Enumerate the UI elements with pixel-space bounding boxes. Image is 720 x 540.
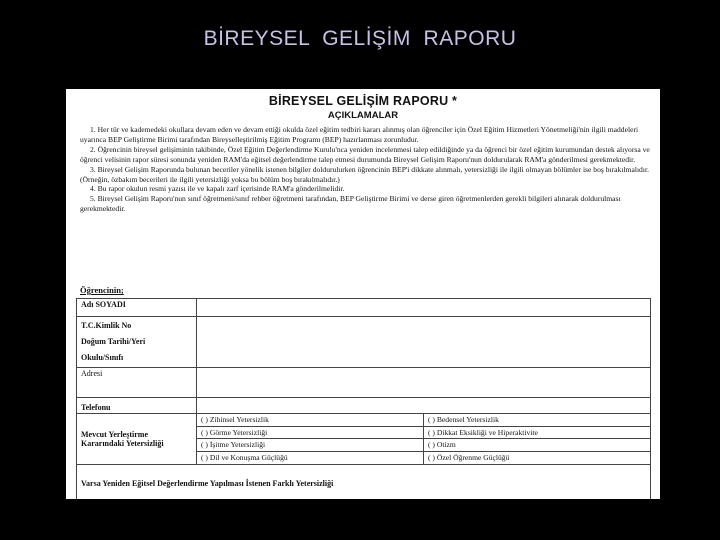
option-speech[interactable]: ( ) Dil ve Konuşma Güçlüğü — [201, 453, 288, 463]
option-learning[interactable]: ( ) Özel Öğrenme Güçlüğü — [428, 453, 510, 463]
id-number-label: T.C.Kimlik No — [81, 321, 132, 330]
table-row — [77, 317, 651, 368]
table-row — [77, 398, 651, 414]
name-label: Adı SOYADI — [77, 299, 197, 317]
table-row — [77, 414, 651, 465]
note-item: 2. Öğrencinin bireysel gelişiminin takibinde, Özel Eğitim Değerlendirme Kurulu'nca yeniden incelenmesi talep edildiğinde ya da öğrenci bir özel eğitim kurumundan destek alıyorsa ve öğrenci velisinin rapor süresi sonunda yeniden RAM'da eğitsel değerlendirme talep etmesi durumunda Bireysel Gelişim Raporu'nun doldurularak RAM'a gönderilmesi gerekmektedir. — [80, 144, 650, 164]
note-item: 1. Her tür ve kademedeki okullara devam eden ve devam ettiği okulda özel eğitim tedbiri kararı alınmış olan öğrenciler için Özel Eğitim Hizmetleri Yönetmeliği'nin ilgili maddeleri uyarınca BEP Geliştirme Birimi tarafından Bireyselleştirilmiş Eğitim Programı (BEP) hazırlanması zorunludur. — [80, 125, 639, 144]
explanation-notes — [80, 125, 654, 214]
student-info-table — [76, 298, 651, 499]
report-document — [66, 89, 660, 499]
other-disability-label[interactable]: Varsa Yeniden Eğitsel Değerlendirme Yapılması İstenen Farklı Yetersizliği — [77, 464, 651, 499]
options-right-column — [424, 414, 651, 465]
option-hearing[interactable]: ( ) İşitme Yetersizliği — [197, 439, 423, 452]
document-subtitle: AÇIKLAMALAR — [327, 110, 399, 121]
phone-label: Telefonu — [77, 398, 197, 414]
note-item: 5. Bireysel Gelişim Raporu'nun sınıf öğretmeni/sınıf rehber öğretmeni tarafından, BEP Geliştirme Birimi ve derse giren öğretmenlerden gerekli bilgileri alınarak doldurulması gerekmektedir. — [80, 194, 621, 214]
options-left-column — [197, 414, 424, 465]
table-row — [77, 368, 651, 398]
identity-labels — [77, 317, 197, 368]
option-autism[interactable]: ( ) Otizm — [424, 439, 650, 452]
note-item: 4. Bu rapor okulun resmi yazısı ile ve kapalı zarf içerisinde RAM'a gönderilmelidir. — [90, 184, 345, 194]
name-field[interactable] — [197, 299, 651, 317]
option-adhd[interactable]: ( ) Dikkat Eksikliği ve Hiperaktivite — [424, 427, 650, 440]
slide-title: BİREYSEL GELİŞİM RAPORU — [203, 27, 517, 50]
table-row — [77, 299, 651, 317]
address-label: Adresi — [77, 368, 197, 398]
address-field[interactable] — [197, 368, 651, 398]
identity-field[interactable] — [197, 317, 651, 368]
table-row — [77, 464, 651, 499]
option-visual[interactable]: ( ) Görme Yetersizliği — [197, 427, 423, 440]
student-section-heading: Öğrencinin; — [80, 285, 124, 295]
option-intellectual[interactable]: ( ) Zihinsel Yetersizlik — [197, 414, 423, 427]
birth-label: Doğum Tarihi/Yeri — [81, 337, 146, 346]
placement-label: Mevcut Yerleştirme Kararındaki Yetersizliği — [77, 414, 197, 465]
document-title: BİREYSEL GELİŞİM RAPORU * — [268, 94, 458, 108]
phone-field[interactable] — [197, 398, 651, 414]
school-label: Okulu/Sınıfı — [81, 353, 124, 362]
option-physical[interactable]: ( ) Bedensel Yetersizlik — [424, 414, 650, 427]
note-item: 3. Bireysel Gelişim Raporunda bulunan beceriler yönelik istenen bilgiler doldurulurken öğrencinin BEP'i dikkate alınmalı, yetersizliği ile ilgili olmayan bölümler ise boş bırakılmalıdır. (Örneğin, özbakım becerileri ile ilgili yetersizliği yoksa bu bölüm boş bırakılmalıdır.) — [80, 164, 649, 184]
